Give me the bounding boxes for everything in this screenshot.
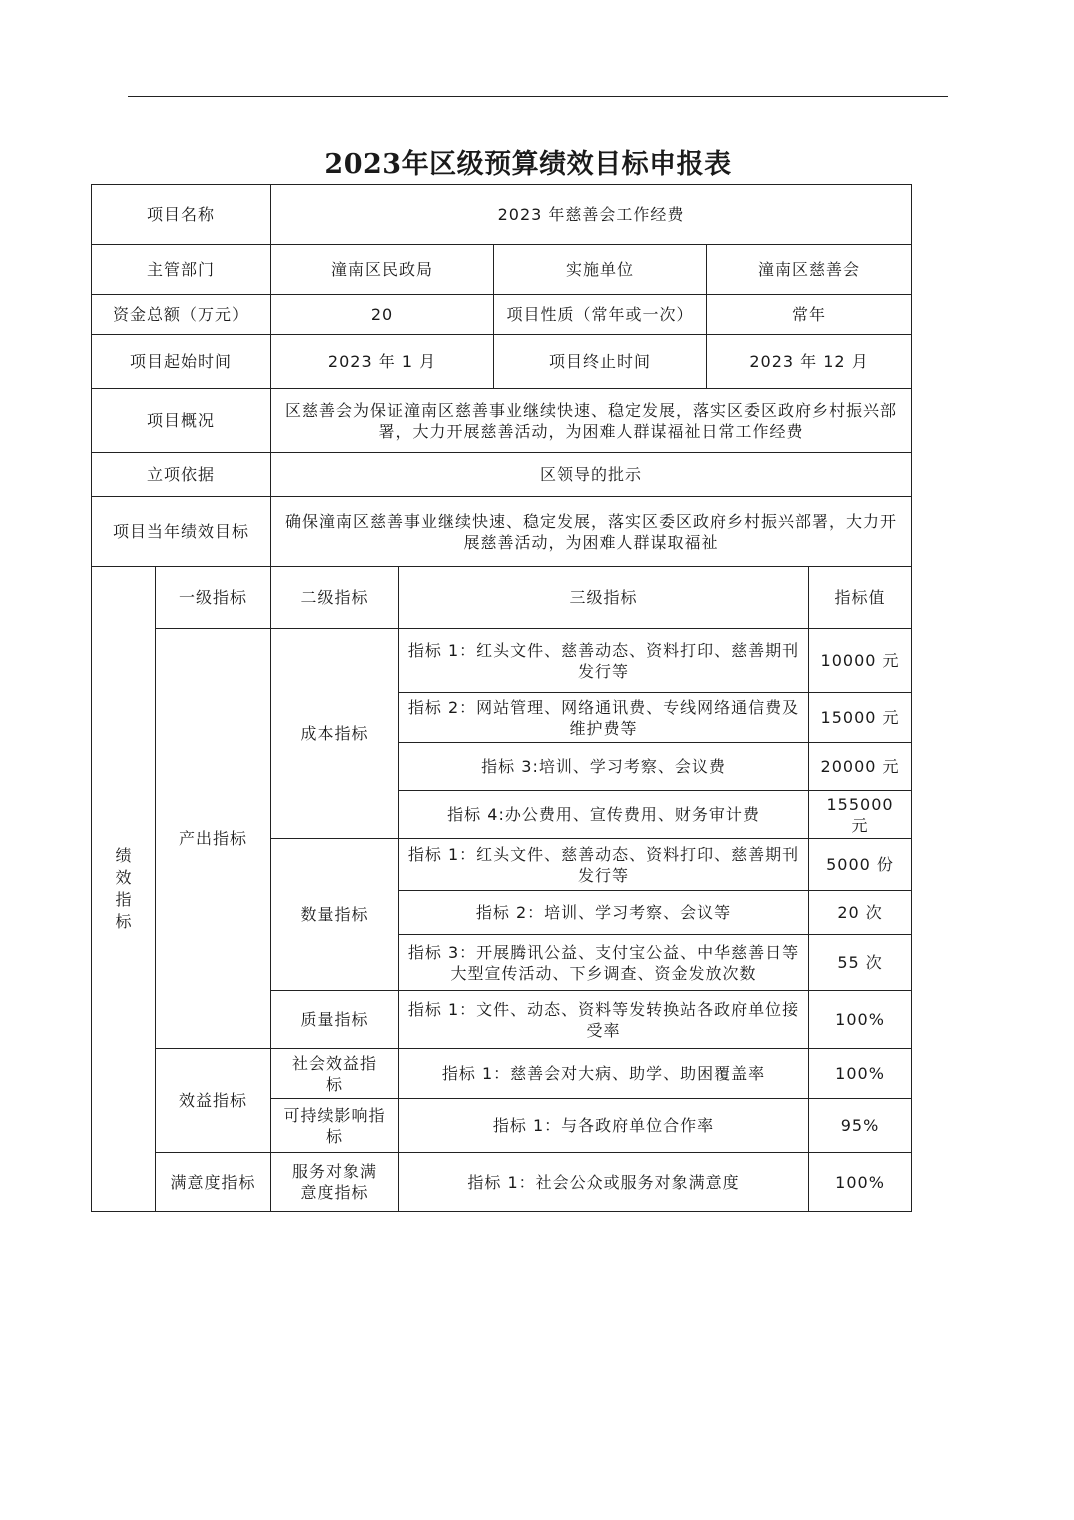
unit-value: 潼南区慈善会: [707, 245, 912, 295]
quality-item-1: 指标 1：文件、动态、资料等发转换站各政府单位接受率: [399, 991, 809, 1049]
goal-value: 确保潼南区慈善事业继续快速、稳定发展，落实区委区政府乡村振兴部署，大力开展慈善活动，为困难人群谋取福祉: [271, 497, 912, 567]
quantity-item-3: 指标 3：开展腾讯公益、支付宝公益、中华慈善日等大型宣传活动、下乡调查、资金发放次数: [399, 935, 809, 991]
social-item-1-value: 100%: [809, 1049, 912, 1099]
quantity-item-1-value: 5000 份: [809, 839, 912, 891]
col-header-value: 指标值: [809, 567, 912, 629]
page-title: 2023年区级预算绩效目标申报表: [324, 149, 732, 180]
perf-side-label: 绩效指标: [92, 567, 156, 1212]
overview-label: 项目概况: [92, 389, 271, 453]
start-label: 项目起始时间: [92, 335, 271, 389]
quantity-item-1: 指标 1：红头文件、慈善动态、资料打印、慈善期刊发行等: [399, 839, 809, 891]
end-label: 项目终止时间: [494, 335, 707, 389]
budget-form-table: [91, 184, 912, 1212]
project-name-label: 项目名称: [92, 185, 271, 245]
unit-label: 实施单位: [494, 245, 707, 295]
end-value: 2023 年 12 月: [707, 335, 912, 389]
row-basis: [92, 453, 912, 497]
cost-item-2-value: 15000 元: [809, 693, 912, 743]
quality-indicator: 质量指标: [271, 991, 399, 1049]
cost-item-4: 指标 4:办公费用、宣传费用、财务审计费: [399, 791, 809, 839]
basis-label: 立项依据: [92, 453, 271, 497]
nature-value: 常年: [707, 295, 912, 335]
dept-value: 潼南区民政局: [271, 245, 494, 295]
row-goal: [92, 497, 912, 567]
social-indicator: 社会效益指标: [271, 1049, 399, 1099]
benefit-indicator: 效益指标: [156, 1049, 271, 1153]
fund-label: 资金总额（万元）: [92, 295, 271, 335]
project-name-value: 2023 年慈善会工作经费: [271, 185, 912, 245]
goal-label: 项目当年绩效目标: [92, 497, 271, 567]
row-overview: [92, 389, 912, 453]
cost-item-1-value: 10000 元: [809, 629, 912, 693]
table-row: [92, 1049, 912, 1099]
cost-indicator: 成本指标: [271, 629, 399, 839]
nature-label: 项目性质（常年或一次）: [494, 295, 707, 335]
cost-item-4-value: 155000 元: [809, 791, 912, 839]
quantity-item-2-value: 20 次: [809, 891, 912, 935]
cost-item-3: 指标 3:培训、学习考察、会议费: [399, 743, 809, 791]
cost-item-2: 指标 2：网站管理、网络通讯费、专线网络通信费及维护费等: [399, 693, 809, 743]
table-row: [92, 629, 912, 693]
col-header-level1: 一级指标: [156, 567, 271, 629]
cost-item-3-value: 20000 元: [809, 743, 912, 791]
quantity-item-3-value: 55 次: [809, 935, 912, 991]
satisfaction-indicator: 满意度指标: [156, 1153, 271, 1212]
dept-label: 主管部门: [92, 245, 271, 295]
overview-value: 区慈善会为保证潼南区慈善事业继续快速、稳定发展，落实区委区政府乡村振兴部署，大力开展慈善活动，为困难人群谋福祉日常工作经费: [271, 389, 912, 453]
service-item-1-value: 100%: [809, 1153, 912, 1212]
col-header-level3: 三级指标: [399, 567, 809, 629]
row-project-name: [92, 185, 912, 245]
start-value: 2023 年 1 月: [271, 335, 494, 389]
quality-item-1-value: 100%: [809, 991, 912, 1049]
header-rule: [128, 96, 948, 97]
basis-value: 区领导的批示: [271, 453, 912, 497]
sustain-item-1-value: 95%: [809, 1099, 912, 1153]
service-indicator: 服务对象满意度指标: [271, 1153, 399, 1212]
sustain-item-1: 指标 1：与各政府单位合作率: [399, 1099, 809, 1153]
quantity-indicator: 数量指标: [271, 839, 399, 991]
service-item-1: 指标 1：社会公众或服务对象满意度: [399, 1153, 809, 1212]
cost-item-1: 指标 1：红头文件、慈善动态、资料打印、慈善期刊发行等: [399, 629, 809, 693]
fund-value: 20: [271, 295, 494, 335]
table-row: [92, 1153, 912, 1212]
social-item-1: 指标 1：慈善会对大病、助学、助困覆盖率: [399, 1049, 809, 1099]
quantity-item-2: 指标 2：培训、学习考察、会议等: [399, 891, 809, 935]
row-dates: [92, 335, 912, 389]
col-header-level2: 二级指标: [271, 567, 399, 629]
row-perf-header: [92, 567, 912, 629]
sustain-indicator: 可持续影响指标: [271, 1099, 399, 1153]
row-fund: [92, 295, 912, 335]
output-indicator: 产出指标: [156, 629, 271, 1049]
row-department: [92, 245, 912, 295]
